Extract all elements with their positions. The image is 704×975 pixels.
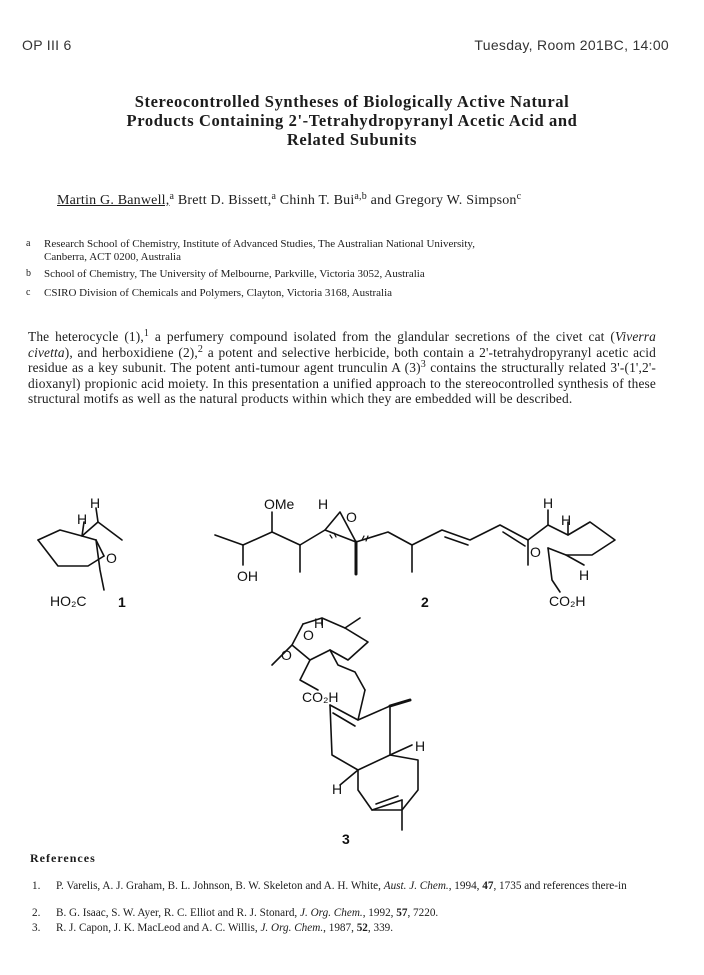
carboxylic-acid-label: CO₂H — [302, 689, 339, 705]
chain-bond — [358, 690, 365, 720]
reference-journal: J. Org. Chem. — [260, 922, 324, 934]
hydrogen-label: H — [415, 738, 426, 754]
ring-oxygen-label: O — [530, 544, 541, 560]
reference-number: 1. — [32, 880, 41, 892]
affiliation-b — [26, 268, 666, 282]
compound-number-label: 2 — [421, 594, 429, 610]
dioxane-oxygen-label: O — [281, 647, 292, 663]
references-heading: References — [30, 851, 96, 865]
reference-year: , 1992, — [362, 907, 397, 919]
alkene-chain-bond — [412, 525, 528, 545]
hydrogen-label: H — [314, 615, 325, 631]
reference-authors: R. J. Capon, J. K. MacLeod and A. C. Willis, — [56, 922, 261, 934]
reference-text — [56, 907, 672, 920]
ring-bond — [82, 536, 96, 540]
reference-journal: Aust. J. Chem. — [383, 880, 449, 892]
ring-oxygen-label: O — [106, 550, 117, 566]
double-bond — [333, 713, 355, 726]
citation-mark: 2 — [197, 343, 204, 355]
carboxylic-acid-label: CO₂H — [549, 593, 586, 609]
abstract-text: a potent and selective herbicide, both contain a 2'-tetrahydropyranyl acetic acid residue as a key subunit. The potent anti-tumour agent trunculin A (3) — [28, 344, 656, 376]
structure-1 — [38, 495, 126, 610]
abstract-text: contains the structurally related 3'-(1',2'-dioxanyl) propionic acid moiety. In this presentation a unified approach to the stereocontrolled synthesis of these structural motifs as well as the natural products within which they are embedded will be described. — [28, 360, 656, 407]
hydrogen-label: H — [332, 781, 343, 797]
methoxy-label: OMe — [264, 496, 295, 512]
side-chain-bond — [548, 548, 560, 592]
reference-authors: B. G. Isaac, S. W. Ayer, R. C. Elliot and R. J. Stonard, — [56, 907, 301, 919]
affiliation-mark: a — [26, 238, 31, 249]
ring-bond — [528, 522, 615, 555]
reference-pages: , 1735 and references there-in — [493, 880, 627, 892]
author-affiliation-mark: c — [516, 191, 522, 202]
title-line-1: Stereocontrolled Syntheses of Biologically Active Natural — [134, 92, 570, 111]
alkene-bond — [372, 800, 402, 810]
structure-2 — [215, 495, 615, 610]
title-line-3: Related Subunits — [286, 130, 418, 149]
reference-item — [32, 880, 672, 906]
species-name: Viverra civetta — [28, 329, 656, 360]
reference-volume: 57 — [396, 907, 408, 919]
affiliation-mark: c — [26, 287, 31, 298]
affiliation-a — [26, 238, 666, 266]
abstract-text: a perfumery compound isolated from the glandular secretions of the civet cat ( — [149, 329, 616, 344]
abstract-text: ), and herboxidiene (2), — [64, 344, 198, 360]
affiliation-mark: b — [26, 268, 31, 279]
citation-mark: 1 — [143, 328, 150, 339]
structure-3 — [272, 615, 425, 847]
hydrogen-label: H — [579, 567, 590, 583]
reference-item — [32, 907, 672, 921]
chain-bond — [215, 530, 356, 545]
author-affiliation-mark: a — [271, 191, 277, 202]
affiliation-line: Canberra, ACT 0200, Australia — [44, 251, 181, 263]
chain-bond — [356, 532, 412, 572]
carboxylic-acid-label: HO₂C — [50, 593, 87, 609]
author-affiliation-mark: a — [169, 191, 175, 202]
axial-h-bond — [340, 770, 358, 785]
abstract-paragraph — [28, 329, 656, 407]
reference-pages: , 7220. — [407, 907, 439, 919]
reference-text — [56, 880, 672, 893]
reference-number: 2. — [32, 907, 41, 919]
compound-number-label: 3 — [342, 831, 350, 847]
hydrogen-label: H — [561, 512, 572, 528]
chemical-structures-figure — [0, 480, 704, 850]
reference-year: , 1987, — [323, 922, 357, 934]
axial-h-bond — [566, 555, 584, 565]
author-name: Chinh T. Bui — [279, 193, 355, 208]
author-name: Martin G. Banwell, — [57, 193, 170, 208]
hydrogen-label: H — [318, 496, 329, 512]
affiliation-text: CSIRO Division of Chemicals and Polymers, Clayton, Victoria 3168, Australia — [44, 287, 393, 299]
methyl-bond — [345, 618, 360, 628]
affiliation-line: Research School of Chemistry, Institute of Advanced Studies, The Australian National University, — [44, 238, 475, 250]
epoxide-oxygen-label: O — [346, 509, 357, 525]
reference-year: , 1994, — [448, 880, 483, 892]
reference-volume: 52 — [356, 922, 368, 934]
axial-h-bond — [390, 745, 412, 755]
reference-volume: 47 — [482, 880, 494, 892]
double-bond — [503, 532, 525, 546]
reference-item — [32, 922, 672, 936]
hydrogen-label: H — [90, 495, 101, 511]
author-name: Brett D. Bissett, — [177, 193, 272, 208]
paper-title — [40, 92, 664, 149]
affiliation-c — [26, 287, 666, 301]
reference-number: 3. — [32, 922, 41, 934]
title-line-2: Products Containing 2'-Tetrahydropyranyl Acetic Acid and — [126, 111, 578, 130]
reference-journal: J. Org. Chem. — [300, 907, 363, 919]
dioxane-oxygen-label: O — [303, 627, 314, 643]
reference-text — [56, 922, 672, 935]
hydrogen-label: H — [543, 495, 554, 511]
hydroxyl-label: OH — [237, 568, 258, 584]
citation-mark: 3 — [420, 359, 426, 371]
session-code: OP III 6 — [22, 37, 72, 53]
side-chain-bond — [330, 650, 365, 690]
affiliation-text: School of Chemistry, The University of Melbourne, Parkville, Victoria 3052, Australia — [44, 268, 425, 280]
author-name: and Gregory W. Simpson — [370, 193, 517, 208]
methyl-bond — [390, 700, 410, 706]
author-affiliation-mark: a,b — [354, 191, 367, 202]
ring-bond — [38, 540, 104, 566]
ring-bond — [358, 755, 418, 810]
reference-authors: P. Varelis, A. J. Graham, B. L. Johnson, B. W. Skeleton and A. H. White, — [56, 880, 384, 892]
affiliation-text — [44, 238, 634, 264]
side-chain-bond — [300, 660, 318, 690]
hydrogen-label: H — [77, 511, 88, 527]
reference-pages: , 339. — [367, 922, 394, 934]
author-list — [57, 193, 521, 209]
abstract-text: The heterocycle (1), — [28, 329, 144, 344]
session-schedule: Tuesday, Room 201BC, 14:00 — [474, 37, 669, 53]
compound-number-label: 1 — [118, 594, 126, 610]
